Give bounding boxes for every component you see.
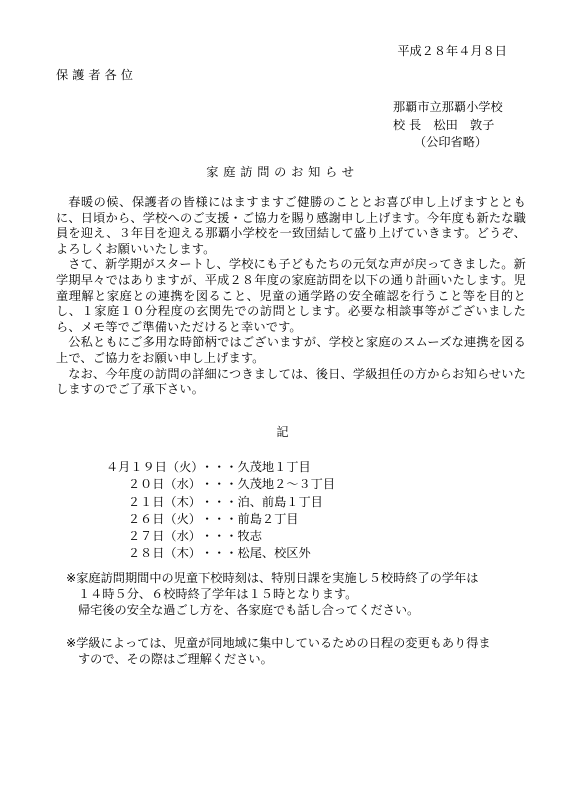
note-schedule-change [66, 635, 536, 667]
schedule-area: ・・・泊、前島１丁目 [201, 494, 323, 509]
schedule-date: ２７日（水） [127, 529, 201, 544]
schedule-date: ２８日（木） [127, 546, 201, 561]
schedule-row [106, 511, 335, 528]
letter-body [56, 195, 526, 398]
body-paragraph: なお、今年度の訪問の詳細につきましては、後日、学級担任の方からお知らせいたしますのでご了承下さい。 [56, 366, 526, 397]
body-paragraph: さて、新学期がスタートし、学校にも子どもたちの元気な声が戻ってきました。新学期早々ではありますが、平成２８年度の家庭訪問を以下の通り計画いたします。児童理解と家庭との連携を図ること、児童の通学路の安全確認を行うこと等を目的とし、１家庭１０分程度の玄関先での訪問とします。必要な相談事等がございましたら、メモ等でご準備いただけると幸いです。 [56, 257, 526, 334]
ki-heading: 記 [276, 425, 289, 439]
note-line: すので、その際はご理解ください。 [78, 652, 273, 666]
visit-schedule [106, 459, 335, 563]
note-line: 帰宅後の安全な過ごし方を、各家庭でも話し合ってください。 [78, 603, 420, 617]
note-line: ※家庭訪問期間中の児童下校時刻は、特別日課を実施し５校時終了の学年は [66, 571, 479, 585]
note-line: １４時５分、６校時終了学年は１５時となります。 [78, 587, 358, 601]
note-dismissal-time [66, 570, 536, 618]
schedule-row [106, 494, 335, 511]
body-paragraph: 公私ともにご多用な時節柄ではございますが、学校と家庭のスムーズな連携を図る上で、ご協力をお願い申し上げます。 [56, 335, 526, 365]
schedule-date: ２６日（火） [127, 511, 201, 526]
recipient-line: 保護者各位 [56, 68, 137, 82]
issue-date: 平成２８年４月８日 [397, 44, 507, 58]
seal-omitted-note: （公印省略） [414, 135, 488, 149]
schedule-row [106, 528, 335, 545]
note-line: ※学級によっては、児童が同地域に集中しているための日程の変更もあり得ま [66, 636, 491, 650]
schedule-row [106, 459, 335, 476]
page-title: 家庭訪問のお知らせ [206, 165, 359, 179]
schedule-area: ・・・久茂地２～３丁目 [201, 477, 336, 492]
schedule-date: ２０日（水） [127, 477, 201, 492]
schedule-row [106, 545, 335, 562]
schedule-area: ・・・牧志 [201, 529, 262, 544]
schedule-date: ２１日（木） [127, 494, 201, 509]
schedule-area: ・・・久茂地１丁目 [201, 460, 311, 474]
principal-name: 校 長 松田 敦子 [393, 118, 495, 132]
schedule-row [106, 476, 335, 493]
schedule-date: ４月１９日（火） [106, 460, 204, 474]
schedule-area: ・・・前島２丁目 [201, 511, 299, 526]
school-name: 那覇市立那覇小学校 [393, 100, 503, 114]
schedule-area: ・・・松尾、校区外 [201, 546, 311, 561]
body-paragraph: 春暖の候、保護者の皆様にはますますご健勝のこととお喜び申し上げますとともに、日頃から、学校へのご支援・ご協力を賜り感謝申し上げます。今年度も新たな職員を迎え、３年目を迎える那覇小学校を一致団結して盛り上げていきます。どうぞ、よろしくお願いいたします。 [56, 195, 526, 256]
